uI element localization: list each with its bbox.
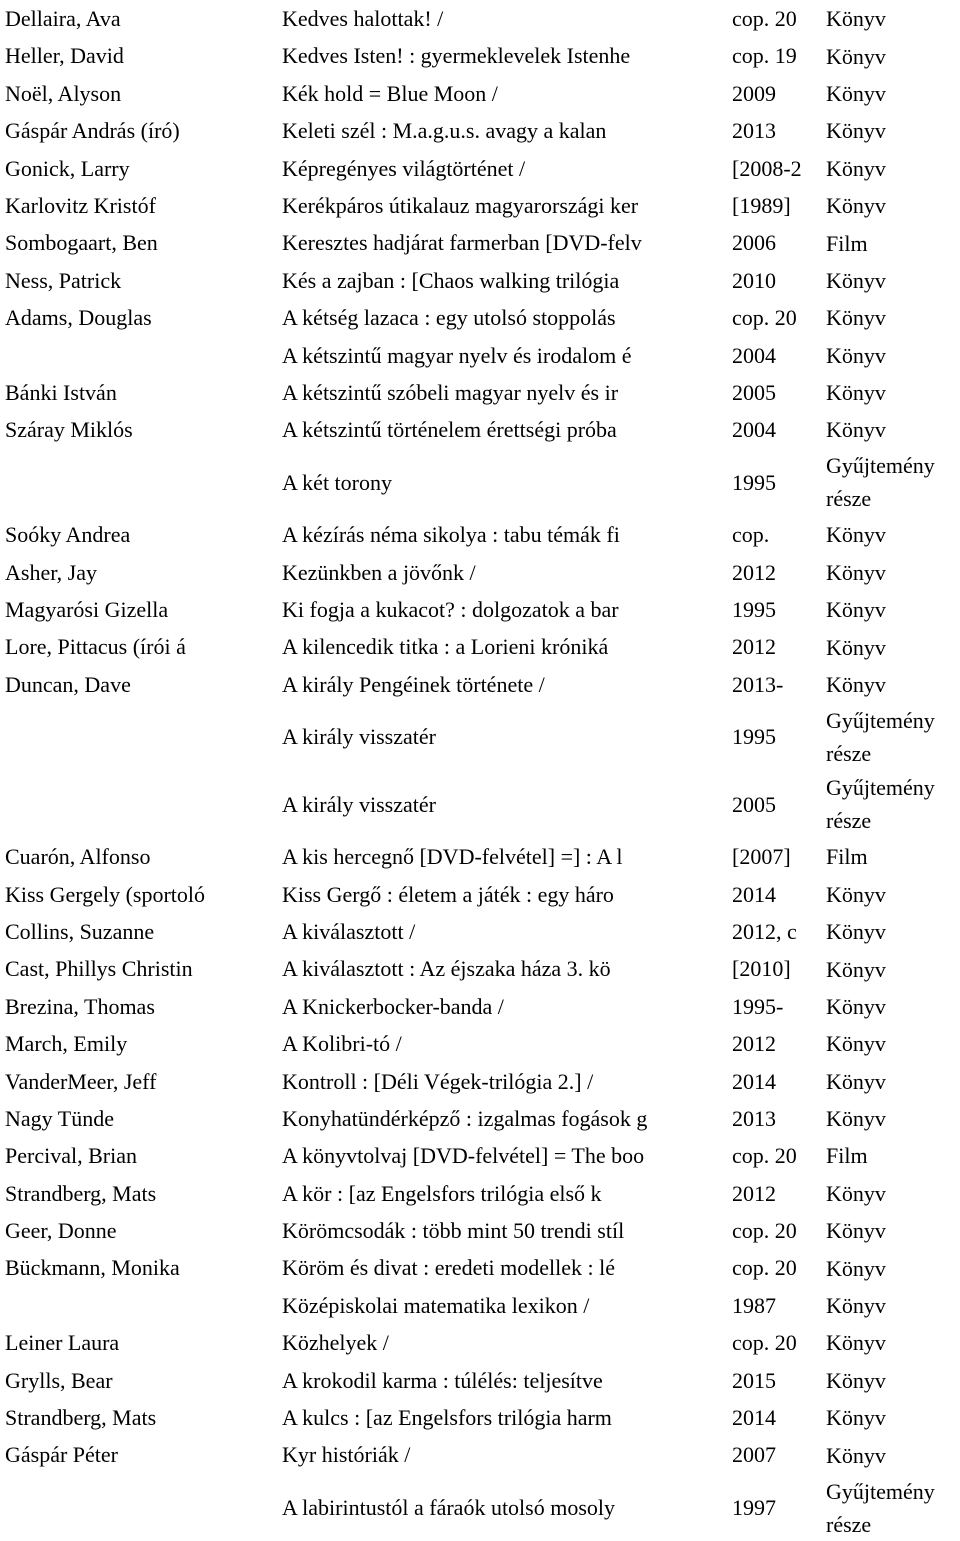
type-cell: Könyv [826,1031,886,1057]
year-cell: 1995- [732,993,784,1019]
year-cell: 2015 [732,1367,776,1393]
year-cell: cop. 19 [732,43,797,69]
year-cell: 2013- [732,671,784,697]
table-row [0,75,960,112]
year-cell: 2010 [732,267,776,293]
table-row [0,950,960,987]
year-cell: 2012 [732,559,776,585]
table-row [0,1474,960,1541]
table-row [0,1249,960,1286]
type-cell: Könyv [826,267,886,293]
year-cell: 2005 [732,791,776,817]
type-cell: Könyv [826,671,886,697]
year-cell: cop. 20 [732,6,797,32]
title-cell: A kiválasztott : Az éjszaka háza 3. kö [282,956,611,982]
type-cell: Könyv [826,1068,886,1094]
title-cell: Ki fogja a kukacot? : dolgozatok a bar [282,597,619,623]
year-cell: 2014 [732,1405,776,1431]
year-cell: 2006 [732,230,776,256]
author-cell: Bückmann, Monika [5,1255,180,1281]
type-cell: Könyv [826,43,886,69]
author-cell: Magyarósi Gizella [5,597,169,623]
table-row [0,187,960,224]
type-cell: Gyűjtemény része [826,775,935,834]
year-cell: cop. 20 [732,1218,797,1244]
title-cell: Köröm és divat : eredeti modellek : lé [282,1255,615,1281]
type-cell: Könyv [826,1255,886,1281]
title-cell: Konyhatündérképző : izgalmas fogások g [282,1105,648,1131]
title-cell: A kétség lazaca : egy utolsó stoppolás [282,305,616,331]
year-cell: cop. 20 [732,1143,797,1169]
title-cell: Közhelyek / [282,1330,389,1356]
table-row [0,554,960,591]
type-cell: Könyv [826,1330,886,1356]
year-cell: [2010] [732,956,791,982]
type-cell: Könyv [826,919,886,945]
type-cell: Könyv [826,305,886,331]
year-cell: 2014 [732,881,776,907]
type-cell: Film [826,230,868,256]
title-cell: A király Pengéinek története / [282,671,545,697]
title-cell: A könyvtolvaj [DVD-felvétel] = The boo [282,1143,645,1169]
type-cell: Könyv [826,193,886,219]
year-cell: 2012, c [732,918,797,944]
table-row [0,112,960,149]
table-row [0,876,960,913]
table-row [0,1436,960,1473]
author-cell: Grylls, Bear [5,1367,113,1393]
year-cell: 2005 [732,379,776,405]
author-cell: Noël, Alyson [5,80,122,106]
title-cell: Kerékpáros útikalauz magyarországi ker [282,193,639,218]
type-cell: Könyv [826,417,886,443]
author-cell: Leiner Laura [5,1330,120,1356]
table-row [0,374,960,411]
author-cell: Duncan, Dave [5,671,131,697]
table-row [0,262,960,299]
author-cell: Sombogaart, Ben [5,230,158,256]
title-cell: A kör : [az Engelsfors trilógia első k [282,1180,602,1206]
author-cell [5,1287,273,1324]
type-cell: Könyv [826,1180,886,1206]
author-cell: Dellaira, Ava [5,6,121,32]
type-cell: Könyv [826,342,886,368]
year-cell: 2014 [732,1068,776,1094]
author-cell: Strandberg, Mats [5,1180,157,1206]
author-cell: Cast, Phillys Christin [5,956,193,982]
type-cell: Könyv [826,634,886,660]
type-cell: Könyv [826,597,886,623]
table-row [0,299,960,336]
type-cell: Gyűjtemény része [826,1478,935,1537]
author-cell: Karlovitz Kristóf [5,193,156,218]
year-cell: [2007] [732,844,791,870]
title-cell: Kyr históriák / [282,1442,411,1468]
type-cell: Könyv [826,380,886,406]
title-cell: A kilencedik titka : a Lorieni króniká [282,634,609,660]
author-cell: Bánki István [5,379,117,405]
author-cell [5,337,273,374]
type-cell: Könyv [826,522,886,548]
title-cell: A labirintustól a fáraók utolsó mosoly [282,1494,616,1520]
table-row [0,0,960,37]
author-cell: Heller, David [5,43,124,69]
title-cell: A kézírás néma sikolya : tabu témák fi [282,522,620,548]
author-cell [5,1474,273,1541]
year-cell: cop. [732,522,770,548]
table-row [0,771,960,839]
year-cell: cop. 20 [732,1255,797,1281]
table-row [0,1137,960,1174]
title-cell: A király visszatér [282,791,436,817]
type-cell: Könyv [826,881,886,907]
year-cell: 1997 [732,1494,776,1520]
table-row [0,1025,960,1062]
year-cell: 2012 [732,634,776,660]
type-cell: Könyv [826,1106,886,1132]
type-cell: Gyűjtemény része [826,453,935,512]
author-cell: Adams, Douglas [5,305,152,331]
title-cell: Kezünkben a jövőnk / [282,559,476,585]
year-cell: [1989] [732,193,791,218]
author-cell [5,449,273,517]
table-row [0,411,960,448]
type-cell: Gyűjtemény része [826,707,935,766]
year-cell: 1987 [732,1292,776,1318]
author-cell: Nagy Tünde [5,1105,114,1131]
table-row [0,591,960,628]
title-cell: Kiss Gergő : életem a játék : egy háro [282,881,614,907]
table-row [0,516,960,553]
author-cell: Strandberg, Mats [5,1405,157,1431]
table-row [0,666,960,703]
year-cell: 2009 [732,80,776,106]
title-cell: Kedves Isten! : gyermeklevelek Istenhe [282,43,631,69]
author-cell [5,771,273,839]
table-row [0,1362,960,1399]
table-row [0,37,960,74]
table-row [0,1100,960,1137]
type-cell: Könyv [826,956,886,982]
type-cell: Könyv [826,993,886,1019]
title-cell: A két torony [282,469,392,495]
type-cell: Könyv [826,1218,886,1244]
year-cell: cop. 20 [732,1330,797,1356]
type-cell: Könyv [826,118,886,144]
year-cell: 1995 [732,724,776,750]
title-cell: A krokodil karma : túlélés: teljesítve [282,1367,603,1393]
table-row [0,1062,960,1099]
author-cell [5,703,273,771]
type-cell: Könyv [826,1405,886,1431]
year-cell: 1995 [732,597,776,623]
type-cell: Film [826,1143,868,1169]
title-cell: A kétszintű magyar nyelv és irodalom é [282,342,632,368]
title-cell: A Knickerbocker-banda / [282,993,504,1019]
title-cell: A király visszatér [282,724,436,750]
type-cell: Könyv [826,155,886,181]
year-cell: [2008-2 [732,155,802,181]
year-cell: 2007 [732,1442,776,1468]
table-row [0,449,960,517]
type-cell: Könyv [826,6,886,32]
title-cell: Középiskolai matematika lexikon / [282,1292,590,1318]
year-cell: 2004 [732,342,776,368]
type-cell: Könyv [826,559,886,585]
title-cell: Kék hold = Blue Moon / [282,80,498,106]
table-row [0,1399,960,1436]
table-row [0,703,960,771]
year-cell: cop. 20 [732,305,797,331]
year-cell: 1995 [732,469,776,495]
title-cell: A Kolibri-tó / [282,1031,402,1057]
author-cell: Collins, Suzanne [5,918,155,944]
type-cell: Könyv [826,1442,886,1468]
title-cell: Keleti szél : M.a.g.u.s. avagy a kalan [282,118,607,144]
table-row [0,1175,960,1212]
author-cell: Asher, Jay [5,559,97,585]
table-row [0,150,960,187]
title-cell: Kedves halottak! / [282,6,444,32]
author-cell: Brezina, Thomas [5,993,155,1019]
author-cell: Ness, Patrick [5,267,122,293]
author-cell: Kiss Gergely (sportoló [5,881,206,907]
author-cell: Soóky Andrea [5,522,131,548]
title-cell: A kétszintű történelem érettségi próba [282,417,617,443]
table-row [0,1212,960,1249]
year-cell: 2012 [732,1180,776,1206]
year-cell: 2013 [732,118,776,144]
table-row [0,988,960,1025]
title-cell: Képregényes világtörténet / [282,155,526,181]
title-cell: Kés a zajban : [Chaos walking trilógia [282,267,620,293]
table-row [0,1324,960,1361]
author-cell: Geer, Donne [5,1218,117,1244]
author-cell: Lore, Pittacus (írói á [5,634,186,660]
type-cell: Könyv [826,1293,886,1319]
year-cell: 2004 [732,417,776,443]
title-cell: A kis hercegnő [DVD-felvétel] =] : A l [282,844,623,870]
title-cell: Körömcsodák : több mint 50 trendi stíl [282,1218,625,1244]
author-cell: Gonick, Larry [5,155,130,181]
type-cell: Könyv [826,1367,886,1393]
author-cell: Percival, Brian [5,1143,137,1169]
title-cell: A kétszintű szóbeli magyar nyelv és ir [282,379,619,405]
table-row [0,628,960,665]
table-row [0,337,960,374]
author-cell: Cuarón, Alfonso [5,844,151,870]
author-cell: Száray Miklós [5,417,133,443]
title-cell: Kontroll : [Déli Végek-trilógia 2.] / [282,1068,594,1094]
type-cell: Könyv [826,80,886,106]
year-cell: 2013 [732,1105,776,1131]
title-cell: Keresztes hadjárat farmerban [DVD-felv [282,230,642,256]
author-cell: Gáspár András (író) [5,118,180,144]
table-row [0,913,960,950]
title-cell: A kiválasztott / [282,918,416,944]
author-cell: Gáspár Péter [5,1442,119,1468]
table-row [0,224,960,261]
type-cell: Film [826,844,868,870]
author-cell: March, Emily [5,1031,128,1057]
table-row [0,838,960,875]
title-cell: A kulcs : [az Engelsfors trilógia harm [282,1405,612,1431]
year-cell: 2012 [732,1031,776,1057]
author-cell: VanderMeer, Jeff [5,1068,157,1094]
table-row [0,1287,960,1324]
